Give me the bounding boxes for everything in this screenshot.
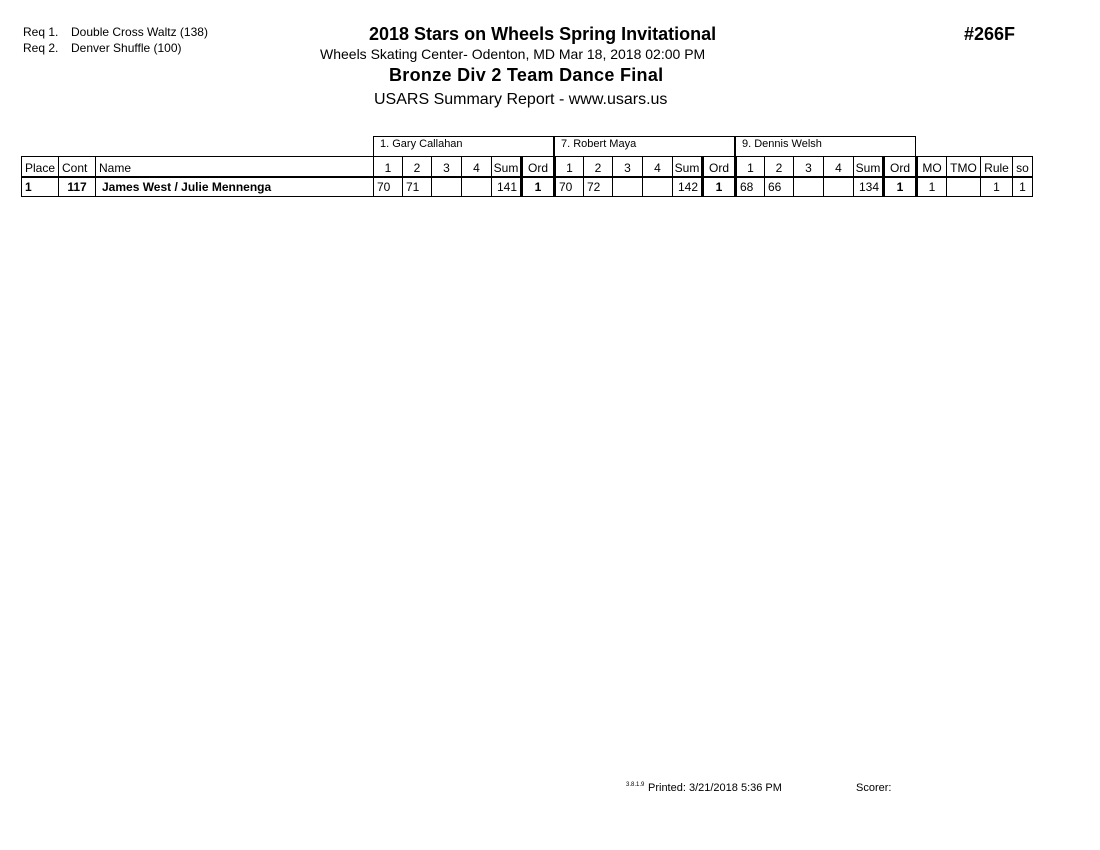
- requirement-dance: Denver Shuffle (100): [71, 41, 182, 55]
- header-place: Place: [22, 157, 59, 177]
- header-j1-4: 4: [462, 157, 492, 177]
- header-j3-sum: Sum: [854, 157, 884, 177]
- header-j2-ord: Ord: [703, 157, 736, 177]
- header-j2-1: 1: [555, 157, 584, 177]
- row-j2-2: 72: [584, 177, 613, 197]
- table-header-row: [22, 157, 1033, 177]
- scorer-label: Scorer:: [856, 782, 892, 794]
- row-j3-sum: 134: [854, 177, 884, 197]
- judge-header-1: 1. Gary Callahan: [373, 136, 554, 156]
- row-j2-4: [643, 177, 673, 197]
- version-label: 3.8.1.9: [626, 782, 645, 788]
- table-row: [22, 177, 1033, 197]
- row-j2-1: 70: [555, 177, 584, 197]
- header-j1-1: 1: [374, 157, 403, 177]
- row-so: 1: [1013, 177, 1033, 197]
- event-number: #266F: [964, 24, 1016, 44]
- header-tmo: TMO: [947, 157, 981, 177]
- row-place: 1: [22, 177, 59, 197]
- row-j3-1: 68: [736, 177, 765, 197]
- header-j1-sum: Sum: [492, 157, 522, 177]
- row-j2-ord: 1: [703, 177, 736, 197]
- header-j2-3: 3: [613, 157, 643, 177]
- judge-header-2: 7. Robert Maya: [554, 136, 735, 156]
- requirement-2: [23, 41, 182, 55]
- requirement-number: Req 1.: [23, 25, 59, 39]
- row-j3-3: [794, 177, 824, 197]
- row-rule: 1: [981, 177, 1013, 197]
- header-so: so: [1013, 157, 1033, 177]
- row-j1-ord: 1: [522, 177, 555, 197]
- header-j3-4: 4: [824, 157, 854, 177]
- header-j1-2: 2: [403, 157, 432, 177]
- row-j1-4: [462, 177, 492, 197]
- header-j1-3: 3: [432, 157, 462, 177]
- judge-header-3: 9. Dennis Welsh: [735, 136, 916, 156]
- header-rule: Rule: [981, 157, 1013, 177]
- printed-timestamp: Printed: 3/21/2018 5:36 PM: [648, 782, 782, 794]
- venue-line: Wheels Skating Center- Odenton, MD Mar 18, 2018 02:00 PM: [320, 46, 706, 62]
- row-j1-sum: 141: [492, 177, 522, 197]
- row-j1-1: 70: [374, 177, 403, 197]
- header-j3-ord: Ord: [884, 157, 917, 177]
- event-title: Bronze Div 2 Team Dance Final: [389, 65, 664, 85]
- header-j3-3: 3: [794, 157, 824, 177]
- row-cont: 117: [59, 177, 96, 197]
- header-name: Name: [96, 157, 374, 177]
- header-cont: Cont: [59, 157, 96, 177]
- requirement-dance: Double Cross Waltz (138): [71, 25, 208, 39]
- competition-title: 2018 Stars on Wheels Spring Invitational: [369, 24, 717, 44]
- header-j2-sum: Sum: [673, 157, 703, 177]
- header-mo: MO: [917, 157, 947, 177]
- row-j2-3: [613, 177, 643, 197]
- requirement-number: Req 2.: [23, 41, 59, 55]
- header-j1-ord: Ord: [522, 157, 555, 177]
- row-j3-ord: 1: [884, 177, 917, 197]
- row-mo: 1: [917, 177, 947, 197]
- report-line: USARS Summary Report - www.usars.us: [374, 91, 668, 108]
- results-table: [21, 156, 1033, 197]
- row-j3-4: [824, 177, 854, 197]
- row-tmo: [947, 177, 981, 197]
- requirement-1: [23, 25, 208, 39]
- header-j2-4: 4: [643, 157, 673, 177]
- row-j2-sum: 142: [673, 177, 703, 197]
- header-j3-1: 1: [736, 157, 765, 177]
- row-j1-2: 71: [403, 177, 432, 197]
- row-j3-2: 66: [765, 177, 794, 197]
- header-j3-2: 2: [765, 157, 794, 177]
- row-j1-3: [432, 177, 462, 197]
- header-j2-2: 2: [584, 157, 613, 177]
- row-name: James West / Julie Mennenga: [96, 177, 374, 197]
